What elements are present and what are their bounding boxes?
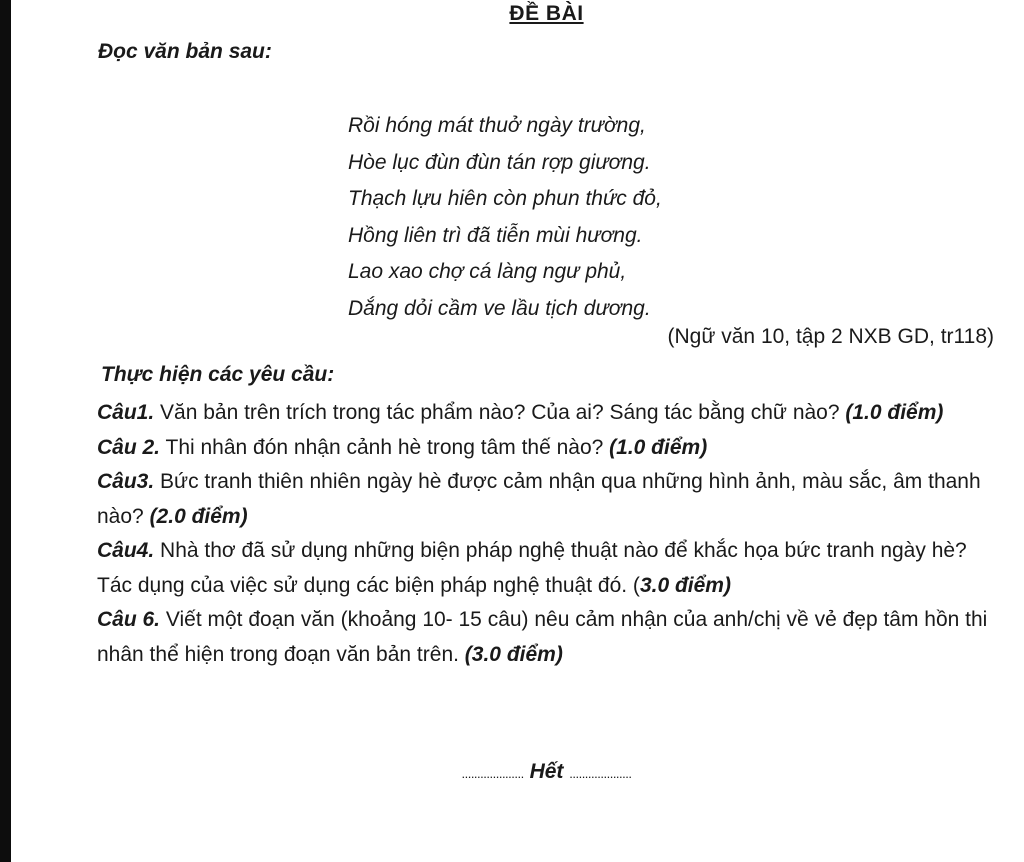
question-label: Câu3. [97, 470, 155, 493]
question-text: Văn bản trên trích trong tác phẩm nào? Của ai? Sáng tác bằng chữ nào? [154, 401, 846, 424]
question-3 [97, 465, 1002, 534]
dotted-leader-right: .................... [569, 766, 632, 781]
question-score: (3.0 điểm) [464, 642, 563, 666]
poem-line: Rồi hóng mát thuở ngày trường, [348, 114, 646, 137]
question-1 [97, 396, 1002, 431]
question-label: Câu 6. [97, 608, 161, 631]
end-marker [0, 760, 1024, 784]
question-label: Câu1. [97, 401, 155, 424]
dotted-leader-left: .................... [461, 766, 524, 781]
poem-line: Lao xao chợ cá làng ngư phủ, [348, 260, 627, 283]
question-score: (2.0 điểm) [149, 504, 248, 528]
question-label: Câu4. [97, 539, 155, 562]
left-edge-shadow [0, 0, 11, 862]
question-text: Nhà thơ đã sử dụng những biện pháp nghệ thuật nào để khắc họa bức tranh ngày hè? Tác dụng của việc sử dụng các biện pháp nghệ thuật đó. ( [97, 539, 967, 597]
question-score: (1.0 điểm) [609, 435, 708, 459]
page-title: ĐỀ BÀI [509, 2, 584, 25]
poem-block [348, 108, 662, 327]
poem-line: Dắng dỏi cầm ve lầu tịch dương. [348, 296, 651, 320]
poem-line: Hồng liên trì đã tiễn mùi hương. [348, 223, 643, 247]
question-6 [97, 603, 1002, 672]
poem-line: Hòe lục đùn đùn tán rợp giương. [348, 150, 651, 174]
poem-source-citation: (Ngữ văn 10, tập 2 NXB GD, tr118) [667, 325, 994, 348]
question-score: (1.0 điểm) [845, 401, 944, 424]
question-text: Viết một đoạn văn (khoảng 10- 15 câu) nêu cảm nhận của anh/chị về vẻ đẹp tâm hồn thi nhân thể hiện trong đoạn văn bản trên. [97, 608, 988, 666]
question-4 [97, 534, 1002, 603]
question-2 [97, 431, 1002, 466]
question-score: 3.0 điểm) [639, 573, 731, 597]
question-text: Thi nhân đón nhận cảnh hè trong tâm thế nào? [160, 435, 610, 459]
tasks-heading: Thực hiện các yêu cầu: [101, 363, 335, 386]
end-word: Hết [523, 760, 570, 783]
question-text: Bức tranh thiên nhiên ngày hè được cảm nhận qua những hình ảnh, màu sắc, âm thanh nào? [97, 470, 981, 528]
poem-line: Thạch lựu hiên còn phun thức đỏ, [348, 187, 662, 210]
reading-instruction: Đọc văn bản sau: [98, 40, 272, 63]
question-list [97, 396, 1002, 672]
question-label: Câu 2. [97, 435, 161, 459]
